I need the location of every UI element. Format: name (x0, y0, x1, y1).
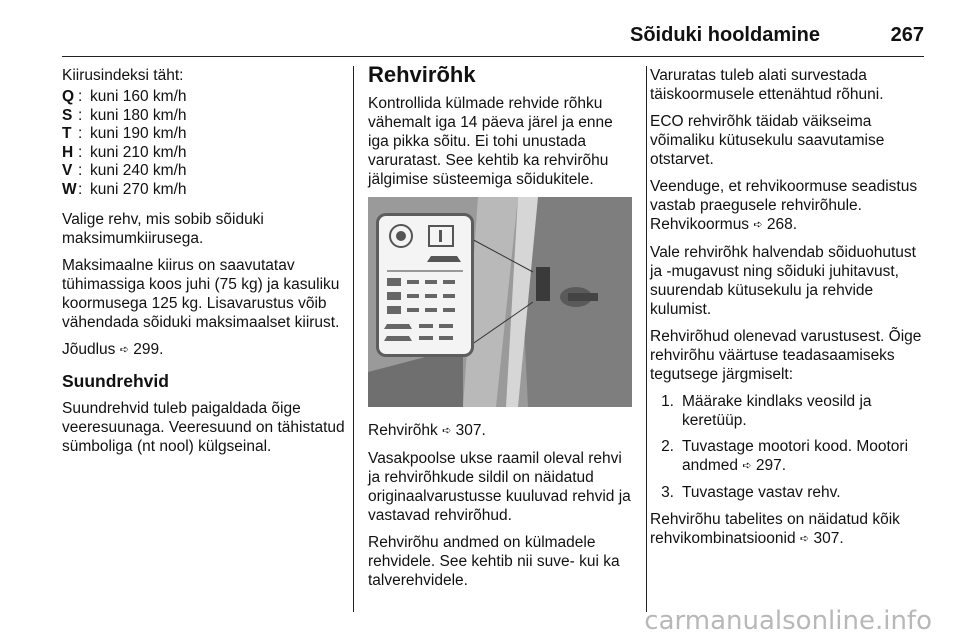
ref-page[interactable]: 307. (813, 530, 844, 547)
page-number: 267 (890, 24, 924, 46)
step-text: Tuvastage mootori kood. Mootori andmed (682, 438, 909, 474)
speed-value: kuni 160 km/h (90, 88, 187, 105)
speed-value: kuni 270 km/h (90, 180, 187, 198)
colon: : (78, 162, 83, 179)
page-header (62, 18, 924, 52)
step-text: Tuvastage vastav rehv. (682, 484, 841, 501)
speed-index-row (62, 106, 350, 125)
paragraph: Varuratas tuleb alati survestada täiskoormusele ettenähtud rõhuni. (650, 67, 884, 103)
section-heading: Suundrehvid (62, 371, 169, 391)
paragraph: Valige rehv, mis sobib sõiduki maksimumkiirusega. (62, 211, 264, 247)
speed-letter: T (62, 125, 72, 142)
paragraph: ECO rehvirõhk täidab väikseima võimaliku kütusekulu saavutamise otstarvet. (650, 113, 885, 168)
speed-letter: V (62, 162, 73, 179)
list-item (650, 437, 928, 476)
column-2 (368, 62, 634, 598)
speed-value: kuni 190 km/h (90, 125, 187, 142)
paragraph: Rehvirõhu andmed on külmadele rehvidele. See kehtib nii suve- kui ka talverehvidele. (368, 534, 620, 589)
step-body (682, 437, 928, 476)
step-number: 1. (661, 393, 674, 410)
paragraph: Rehvirõhud olenevad varustusest. Õige rehvirõhu väärtuse teadasaamiseks tegutsege järgmiselt: (650, 328, 922, 383)
column-divider (353, 66, 354, 612)
ref-text: Veenduge, et rehvikoormuse seadistus vastab praegusele rehvirõhule. Rehvikoormus (650, 178, 918, 233)
speed-letter: W (62, 180, 77, 198)
colon: : (78, 180, 83, 198)
paragraph: Suundrehvid tuleb paigaldada õige veeresuunaga. Veeresuund on tähistatud sümboliga (nt nool) külgseinal. (62, 400, 345, 455)
tyre-pressure-label-figure (368, 197, 632, 407)
step-number: 2. (661, 438, 674, 455)
steps-list (650, 392, 928, 502)
watermark: carmanualsonline.info (644, 606, 932, 636)
ref-text: Rehvirõhu tabelites on näidatud kõik rehvikombinatsioonid (650, 511, 900, 547)
reference-arrow-icon: ➪ (442, 425, 452, 437)
cross-reference (650, 177, 928, 235)
paragraph: Vale rehvirõhk halvendab sõiduohutust ja -mugavust ning sõiduki juhitavust, suurendab kütusekulu ja rehvide kulumist. (650, 244, 916, 318)
column-1 (62, 66, 350, 464)
speed-index-row (62, 124, 350, 143)
speed-value: kuni 240 km/h (90, 162, 187, 179)
step-number: 3. (661, 484, 674, 501)
paragraph: Kontrollida külmade rehvide rõhku vähemalt iga 14 päeva järel ja enne iga pikka sõitu. Ei tohi unustada varuratast. See kehtib ka rehvirõhu jälgimise süsteemiga sõidukitele. (368, 95, 613, 188)
ref-page[interactable]: 299. (133, 341, 164, 358)
reference-arrow-icon: ➪ (742, 460, 752, 472)
colon: : (78, 143, 83, 161)
cross-reference (650, 510, 928, 549)
caption-text: Rehvirõhk (368, 422, 438, 439)
section-heading: Rehvirõhk (368, 62, 476, 87)
colon: : (78, 125, 83, 142)
step-text: Määrake kindlaks veosild ja keretüüp. (682, 393, 872, 429)
sticker-content (379, 216, 471, 354)
figure-caption (368, 421, 634, 441)
speed-index-row (62, 180, 350, 199)
cross-reference (62, 340, 350, 360)
paragraph: Vasakpoolse ukse raamil oleval rehvi ja rehvirõhkude sildil on näidatud originaalvarustusse kuuluvad rehvid ja vastavad rehvirõhud. (368, 450, 631, 524)
list-item (650, 483, 928, 502)
speed-letter: S (62, 106, 73, 124)
ref-page[interactable]: 268. (766, 216, 798, 233)
colon: : (78, 88, 83, 105)
colon: : (78, 106, 83, 124)
ref-page[interactable]: 297. (755, 457, 787, 474)
speed-index-row (62, 161, 350, 180)
column-3 (650, 66, 928, 557)
speed-letter: Q (62, 88, 75, 105)
ref-page[interactable]: 307. (455, 422, 486, 439)
paragraph: Maksimaalne kiirus on saavutatav tühimassiga koos juhi (75 kg) ja kasuliku koormusega 125 kg. Lisavarustus võib vähendada sõiduki maksimaalset kiirust. (62, 257, 340, 331)
speed-index-list (62, 87, 350, 198)
column-divider (646, 66, 647, 612)
speed-index-intro: Kiirusindeksi täht: (62, 67, 184, 84)
reference-arrow-icon: ➪ (799, 533, 810, 545)
ref-text: Jõudlus (62, 341, 116, 358)
reference-arrow-icon: ➪ (753, 219, 763, 231)
header-title: Sõiduki hooldamine (629, 24, 820, 46)
tyre-pressure-sticker (376, 213, 474, 357)
reference-arrow-icon: ➪ (119, 344, 129, 356)
speed-index-row (62, 143, 350, 162)
header-rule (62, 56, 924, 57)
list-item (650, 392, 928, 430)
speed-index-row (62, 87, 350, 106)
speed-value: kuni 210 km/h (90, 143, 187, 161)
speed-value: kuni 180 km/h (90, 106, 187, 124)
speed-letter: H (62, 143, 74, 161)
